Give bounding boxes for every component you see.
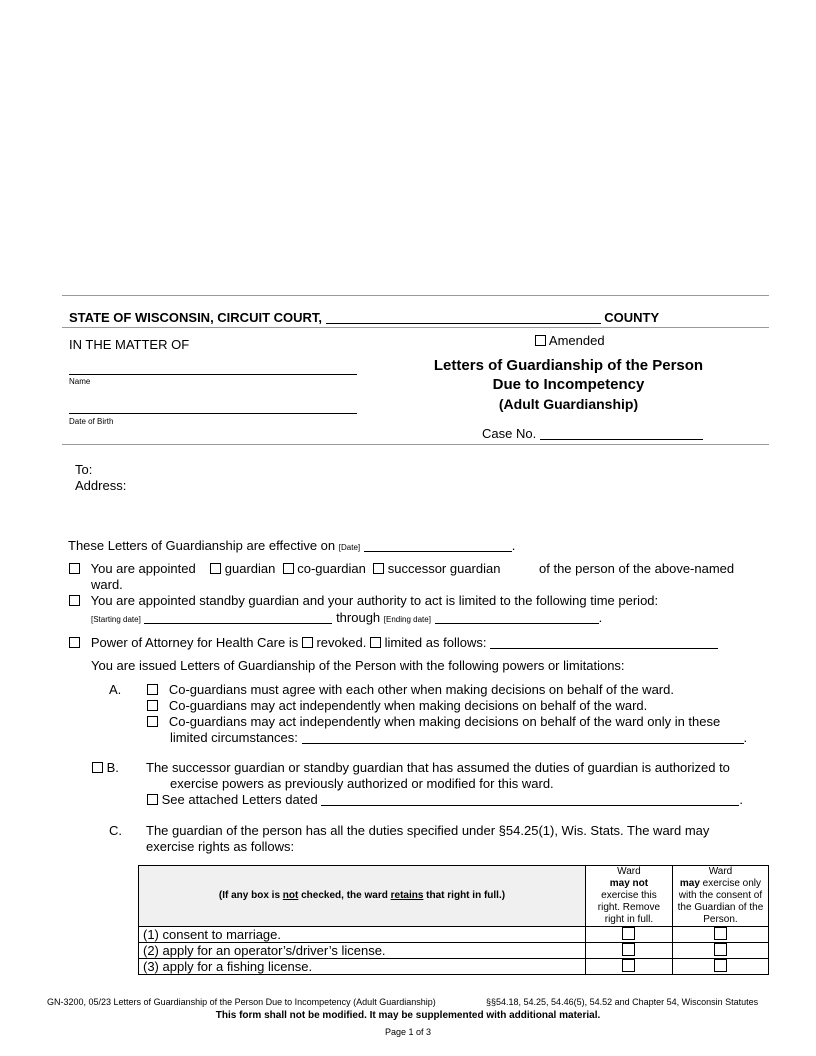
top-rule [62, 295, 769, 296]
may-checkbox[interactable] [714, 927, 727, 940]
ward-text: ward. [91, 577, 123, 592]
table-row [139, 943, 769, 959]
attached-date-field[interactable] [321, 805, 739, 806]
c-text-2: exercise rights as follows: [146, 839, 295, 854]
header-bottom-rule [62, 444, 769, 445]
poa-row: Power of Attorney for Health Care is revoked. limited as follows: [69, 635, 718, 650]
title-line-2: Due to Incompetency [492, 376, 645, 393]
title-line-3: (Adult Guardianship) [498, 396, 639, 412]
a-option-2-checkbox[interactable] [147, 700, 158, 711]
table-row [139, 959, 769, 975]
ending-date-field[interactable] [435, 623, 599, 624]
address-label: Address: [75, 478, 127, 493]
dob-field[interactable] [69, 413, 357, 414]
b-text-2: exercise powers as previously authorized or modified for this ward. [170, 776, 554, 791]
appointed-row: You are appointed guardian co-guardian successor guardian [69, 561, 500, 576]
may-not-header: Ward may not exercise this right. Remove right in full. [585, 866, 672, 927]
matter-label: IN THE MATTER OF [69, 337, 190, 352]
guardian-checkbox[interactable] [210, 563, 221, 574]
right-label: (3) apply for a fishing license. [139, 959, 586, 975]
starting-date-field[interactable] [144, 623, 332, 624]
to-label: To: [75, 462, 93, 477]
b-attached-row: See attached Letters dated . [147, 792, 743, 807]
a-option-3: Co-guardians may act independently when making decisions on behalf of the ward only in these [147, 714, 720, 729]
table-header-row [139, 866, 769, 927]
footer-notice: This form shall not be modified. It may be supplemented with additional material. [215, 1010, 601, 1021]
a-option-3-cont: limited circumstances: . [170, 730, 748, 745]
county-field[interactable] [326, 323, 601, 324]
may-not-checkbox[interactable] [622, 927, 635, 940]
successor-guardian-checkbox[interactable] [373, 563, 384, 574]
limited-checkbox[interactable] [370, 637, 381, 648]
a-option-2: Co-guardians may act independently when making decisions on behalf of the ward. [147, 698, 647, 713]
limited-field[interactable] [490, 648, 718, 649]
footer-form-id: GN-3200, 05/23 Letters of Guardianship of the Person Due to Incompetency (Adult Guardianship) [47, 997, 436, 1007]
page-number: Page 1 of 3 [384, 1027, 432, 1037]
may-header: Ward may exercise only with the consent of the Guardian of the Person. [672, 866, 768, 927]
limited-circumstances-field[interactable] [302, 743, 744, 744]
name-label: Name [69, 377, 91, 386]
dob-label: Date of Birth [69, 417, 114, 426]
co-guardian-checkbox[interactable] [283, 563, 294, 574]
may-not-checkbox[interactable] [622, 959, 635, 972]
may-not-checkbox[interactable] [622, 943, 635, 956]
section-c-label: C. [109, 823, 122, 838]
table-row [139, 927, 769, 943]
amended-row: Amended [535, 333, 605, 348]
effective-date-field[interactable] [364, 551, 512, 552]
revoked-checkbox[interactable] [302, 637, 313, 648]
section-b-label: B. [92, 760, 119, 775]
title-line-1: Letters of Guardianship of the Person [433, 357, 704, 374]
court-rule [62, 327, 769, 328]
b-attached-checkbox[interactable] [147, 794, 158, 805]
amended-checkbox[interactable] [535, 335, 546, 346]
case-no-field[interactable] [540, 439, 703, 440]
issued-text: You are issued Letters of Guardianship of the Person with the following powers or limitations: [91, 658, 625, 673]
court-line: STATE OF WISCONSIN, CIRCUIT COURT, COUNTY [69, 310, 660, 325]
effective-row: These Letters of Guardianship are effective on [Date] . [68, 538, 516, 553]
appointed-checkbox[interactable] [69, 563, 80, 574]
right-label: (1) consent to marriage. [139, 927, 586, 943]
case-no-row: Case No. [482, 426, 703, 441]
standby-row: You are appointed standby guardian and your authority to act is limited to the following time period: [69, 593, 658, 608]
footer-statutes: §§54.18, 54.25, 54.46(5), 54.52 and Chapter 54, Wisconsin Statutes [486, 997, 759, 1007]
may-checkbox[interactable] [714, 943, 727, 956]
rights-table [138, 865, 769, 975]
standby-dates-row: [Starting date] through [Ending date] . [91, 610, 603, 625]
c-text-1: The guardian of the person has all the duties specified under §54.25(1), Wis. Stats. The ward may [146, 823, 710, 838]
b-text-1: The successor guardian or standby guardian that has assumed the duties of guardian is authorized to [146, 760, 730, 775]
table-note: (If any box is not checked, the ward retains that right in full.) [139, 866, 586, 927]
standby-checkbox[interactable] [69, 595, 80, 606]
appointed-suffix: of the person of the above-named [539, 561, 735, 576]
section-b-checkbox[interactable] [92, 762, 103, 773]
may-checkbox[interactable] [714, 959, 727, 972]
a-option-1-checkbox[interactable] [147, 684, 158, 695]
right-label: (2) apply for an operator’s/driver’s license. [139, 943, 586, 959]
section-a-label: A. [109, 682, 122, 697]
a-option-1: Co-guardians must agree with each other when making decisions on behalf of the ward. [147, 682, 674, 697]
poa-checkbox[interactable] [69, 637, 80, 648]
a-option-3-checkbox[interactable] [147, 716, 158, 727]
name-field[interactable] [69, 374, 357, 375]
